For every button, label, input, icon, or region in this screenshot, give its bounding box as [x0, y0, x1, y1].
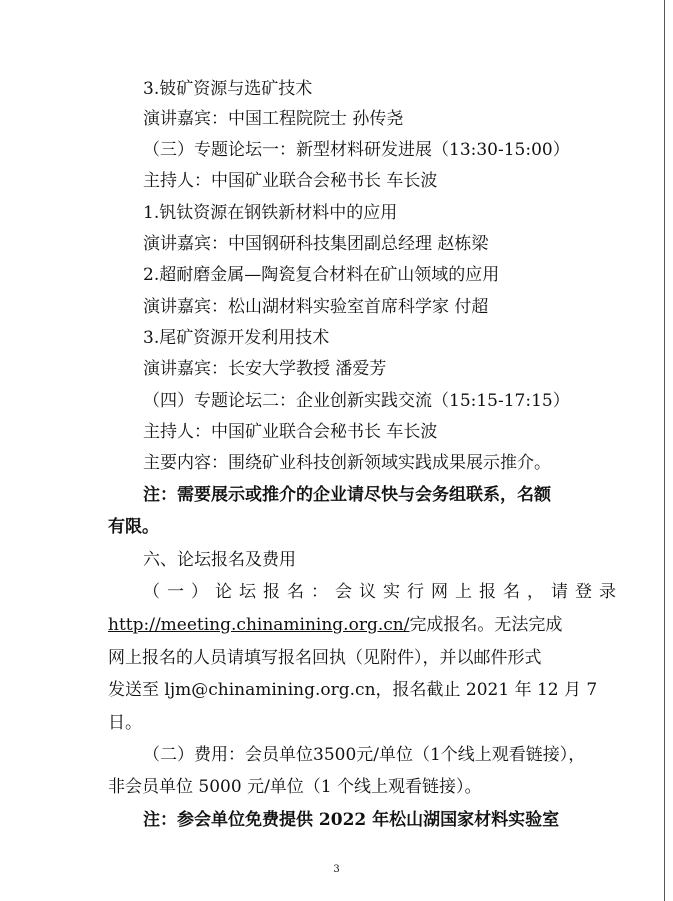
host-line: 主持人：中国矿业联合会秘书长 车长波	[143, 171, 438, 191]
fee-line: 非会员单位 5000 元/单位（1 个线上观看链接）。	[108, 777, 482, 797]
note-line-continued: 有限。	[108, 517, 159, 537]
speaker-line: 演讲嘉宾：中国工程院院士 孙传尧	[143, 109, 404, 129]
speaker-line: 演讲嘉宾：中国钢研科技集团副总经理 赵栋梁	[143, 234, 489, 254]
page-number: 3	[333, 864, 340, 875]
body-line: 发送至 ljm@chinamining.org.cn，报名截止 2021 年 12 月 7	[108, 680, 598, 700]
session-heading: （三）专题论坛一：新型材料研发进展（13:30-15:00）	[143, 140, 570, 160]
body-line: 网上报名的人员请填写报名回执（见附件），并以邮件形式	[108, 648, 542, 668]
agenda-item: 2.超耐磨金属—陶瓷复合材料在矿山领域的应用	[143, 265, 500, 285]
content-line: 主要内容：围绕矿业科技创新领域实践成果展示推介。	[143, 453, 551, 473]
host-line: 主持人：中国矿业联合会秘书长 车长波	[143, 422, 438, 442]
speaker-line: 演讲嘉宾：长安大学教授 潘爱芳	[143, 359, 387, 379]
registration-link[interactable]: http://meeting.chinamining.org.cn/	[108, 615, 410, 635]
speaker-line: 演讲嘉宾：松山湖材料实验室首席科学家 付超	[143, 297, 489, 317]
section-heading: 六、论坛报名及费用	[143, 550, 296, 570]
registration-text: 完成报名。无法完成	[409, 615, 563, 635]
agenda-item: 1.钒钛资源在钢铁新材料中的应用	[143, 203, 398, 223]
note-line: 注：参会单位免费提供 2022 年松山湖国家材料实验室	[143, 810, 560, 830]
note-line: 注：需要展示或推介的企业请尽快与会务组联系，名额	[143, 485, 551, 505]
registration-line: （一）论坛报名：会议实行网上报名，请登录	[143, 582, 623, 602]
registration-url-line	[108, 614, 562, 636]
agenda-item: 3.铍矿资源与选矿技术	[143, 79, 313, 99]
session-heading: （四）专题论坛二：企业创新实践交流（15:15-17:15）	[143, 391, 570, 411]
fee-line: （二）费用：会员单位3500元/单位（1个线上观看链接），	[143, 745, 586, 765]
agenda-item: 3.尾矿资源开发利用技术	[143, 328, 330, 348]
page-border	[664, 0, 665, 901]
body-line: 日。	[108, 713, 142, 733]
